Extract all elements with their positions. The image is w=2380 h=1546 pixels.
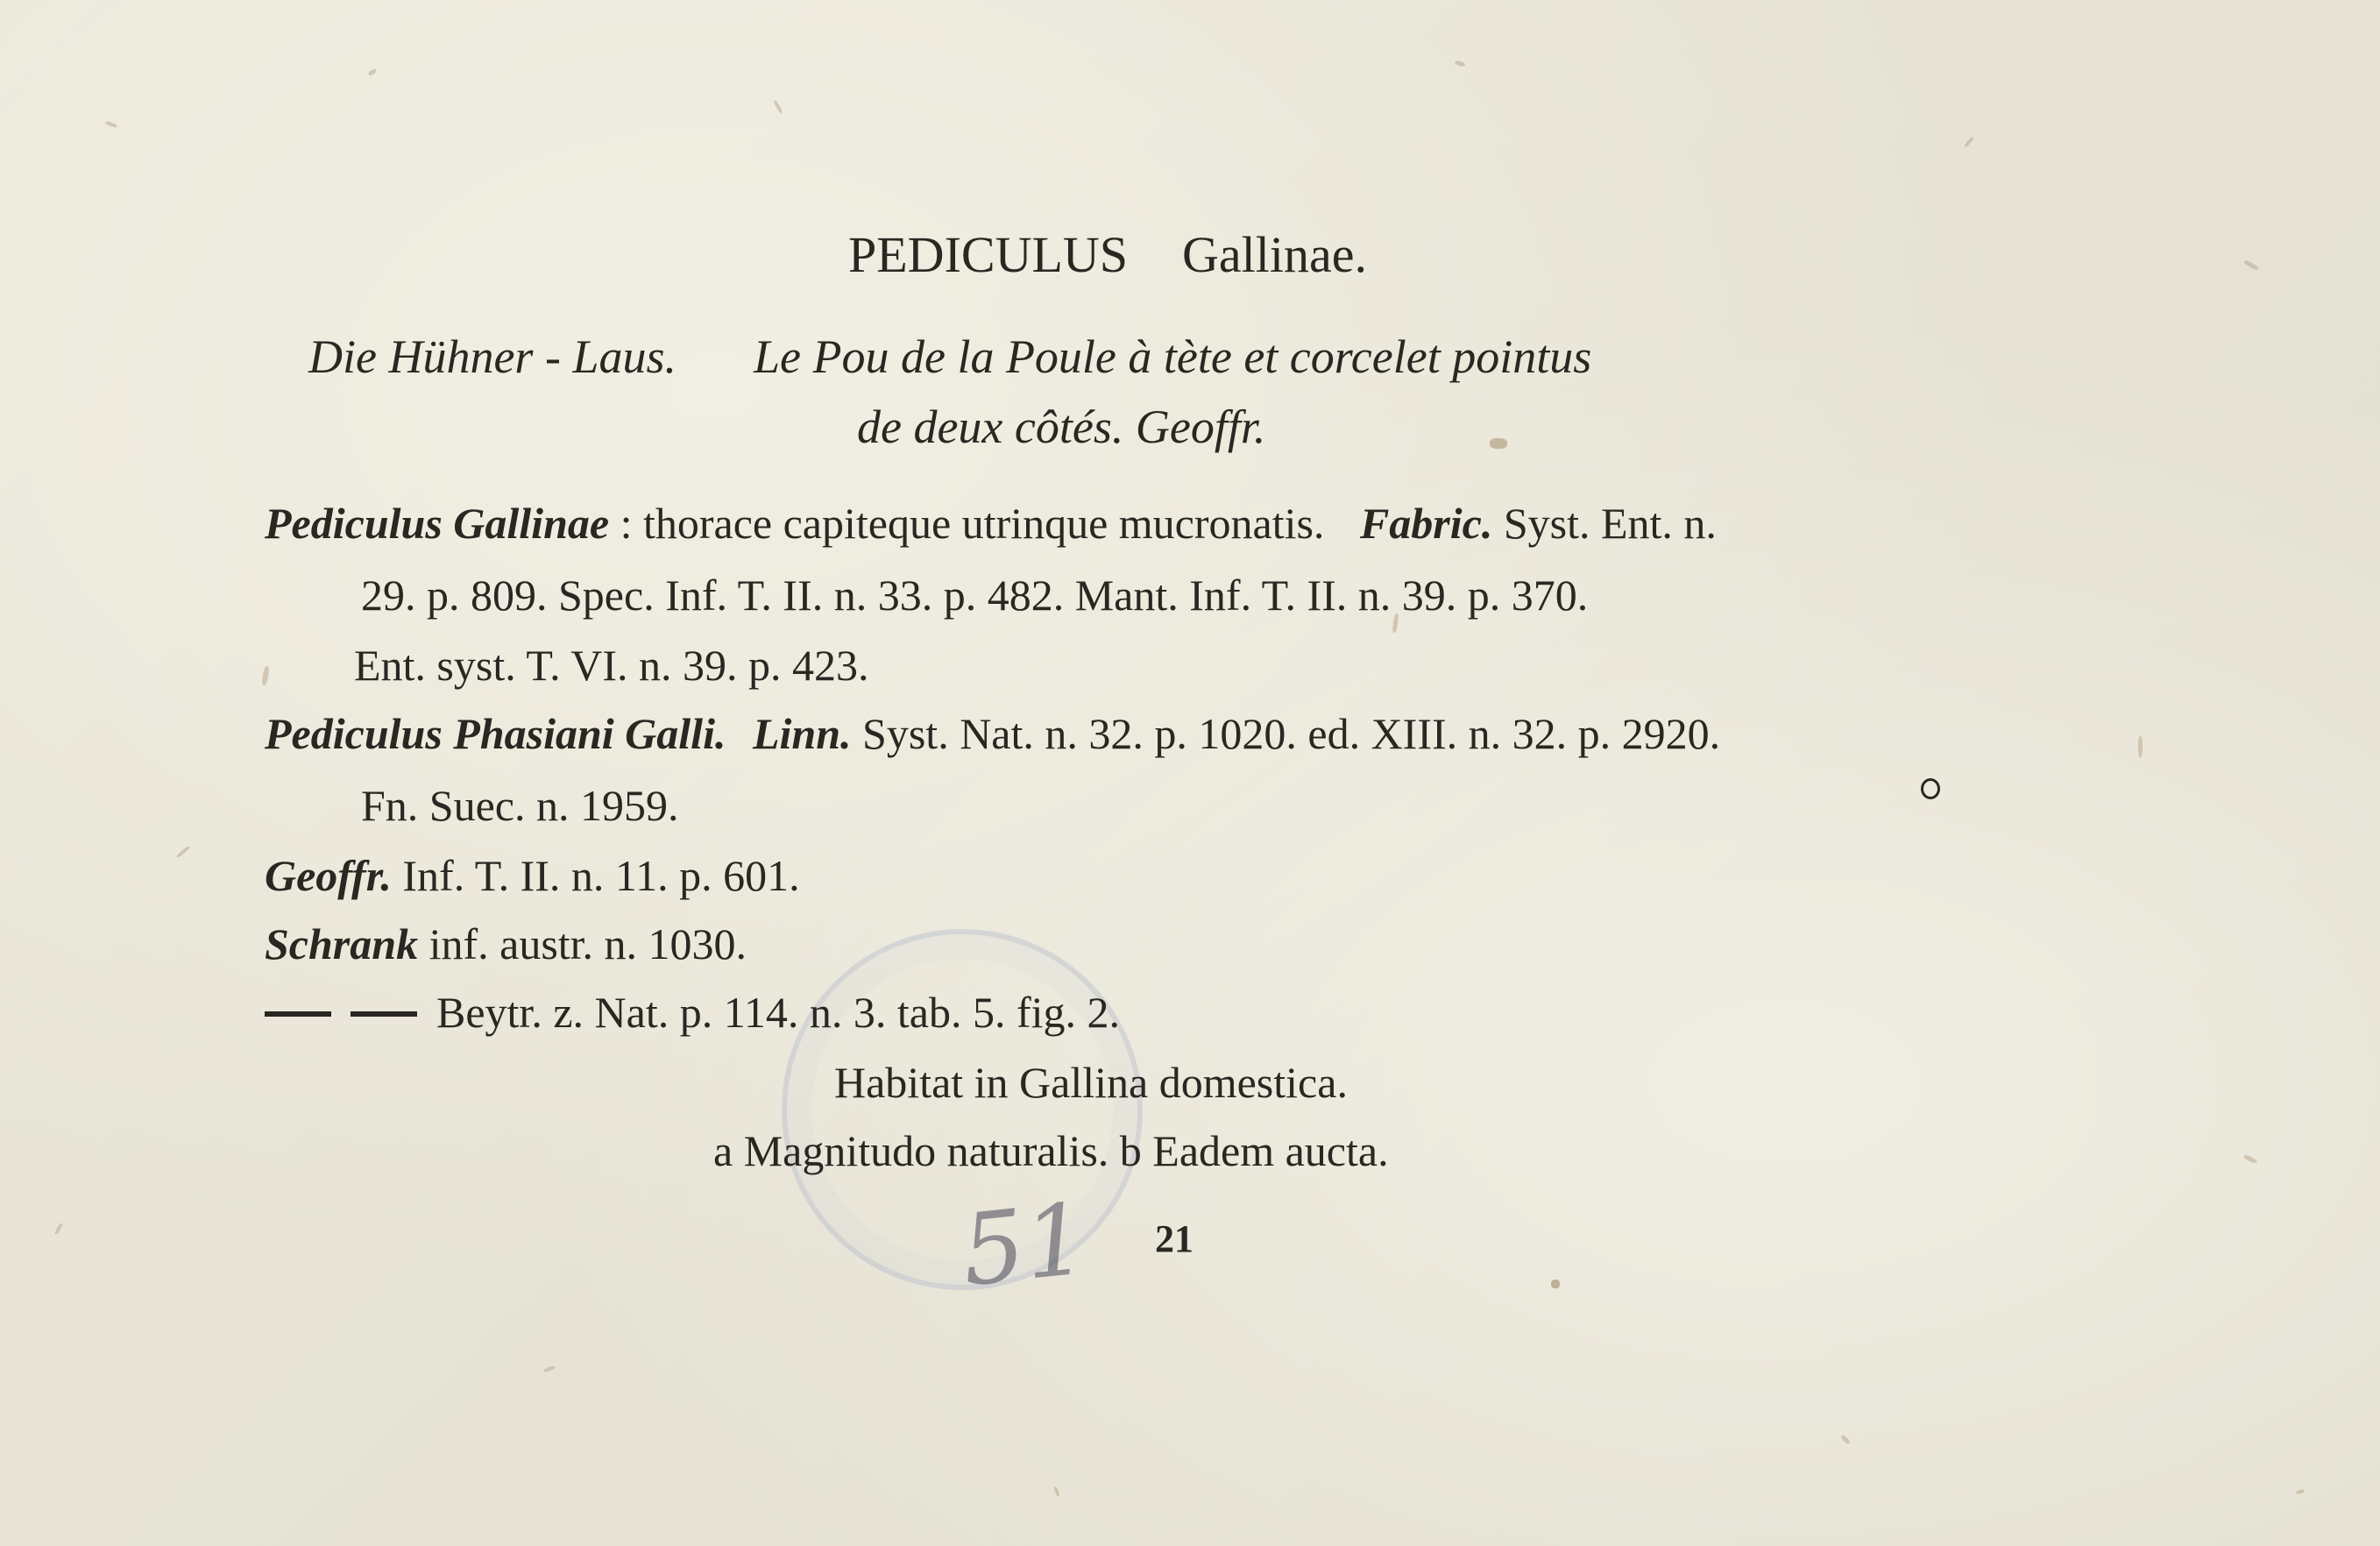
synonym-continuation: [354, 641, 869, 690]
paper-fiber: [1490, 438, 1507, 449]
paper-fiber: [2243, 1154, 2258, 1164]
french-name-line1: Le Pou de la Poule à tète et corcelet pointus: [753, 330, 1592, 383]
paper-fiber: [1551, 1280, 1560, 1288]
paper-fiber: [1840, 1434, 1851, 1444]
synonym-entry: [265, 499, 1717, 548]
synonym-author: Linn.: [752, 709, 852, 758]
paper-fiber: [54, 1223, 63, 1235]
figure-caption: [713, 1126, 1389, 1175]
synonym-lead: Schrank: [265, 919, 419, 968]
title-species: Gallinae.: [1182, 226, 1367, 283]
synonym-lead: Geoffr.: [265, 851, 392, 900]
synonym-text: Ent. syst. T. VI. n. 39. p. 423.: [354, 641, 869, 690]
paper-fiber: [105, 121, 118, 129]
handwritten-number: 51: [956, 1181, 1093, 1309]
synonym-entry: [265, 919, 747, 968]
title-genus: PEDICULUS: [848, 226, 1129, 283]
synonym-text: : thorace capiteque utrinque mucronatis.: [609, 499, 1325, 548]
paper-fiber: [2243, 259, 2259, 271]
paper-fiber: [176, 846, 190, 859]
ditto-dash: [265, 1011, 331, 1017]
paper-fiber: [2296, 1489, 2306, 1494]
page-number: 21: [1155, 1217, 1194, 1260]
synonym-continuation: [361, 781, 679, 830]
paper-fiber: [1964, 136, 1974, 147]
synonym-text: 29. p. 809. Spec. Inf. T. II. n. 33. p. 482. Mant. Inf. T. II. n. 39. p. 370.: [361, 571, 1589, 620]
habitat-note: [834, 1058, 1348, 1107]
synonym-ref: Syst. Ent. n.: [1503, 499, 1717, 548]
ditto-dash: [351, 1011, 417, 1017]
synonym-ref: Inf. T. II. n. 11. p. 601.: [402, 851, 800, 900]
german-name: Die Hühner - Laus.: [308, 330, 676, 383]
paper-fiber: [261, 666, 270, 686]
page-title: [848, 226, 1367, 283]
paper-fiber: [1455, 60, 1466, 67]
paper-fiber: [1053, 1486, 1060, 1498]
paper-fiber: [543, 1365, 556, 1373]
synonym-ref: Syst. Nat. n. 32. p. 1020. ed. XIII. n. 32. p. 2920.: [862, 709, 1721, 758]
synonym-lead: Pediculus Phasiani Galli.: [265, 709, 726, 758]
synonym-text: Fn. Suec. n. 1959.: [361, 781, 679, 830]
vernacular-names-line1: [308, 330, 1592, 383]
degree-mark: [1921, 778, 1940, 799]
synonym-ref: inf. austr. n. 1030.: [429, 919, 747, 968]
synonym-entry: [265, 988, 1120, 1037]
habitat-text: Habitat in Gallina domestica.: [834, 1058, 1348, 1107]
synonym-author: Fabric.: [1359, 499, 1493, 548]
figure-caption-text: a Magnitudo naturalis. b Eadem aucta.: [713, 1126, 1389, 1175]
synonym-entry: [265, 851, 800, 900]
paper-fiber: [2138, 736, 2143, 757]
synonym-entry: [265, 709, 1721, 758]
vernacular-names-line2: [857, 401, 1266, 453]
synonym-continuation: [361, 571, 1589, 620]
synonym-lead: Pediculus Gallinae: [265, 499, 610, 548]
synonym-ref: Beytr. z. Nat. p. 114. n. 3. tab. 5. fig. 2.: [436, 988, 1120, 1037]
paper-fiber: [367, 68, 377, 77]
french-name-line2: de deux côtés. Geoffr.: [857, 401, 1266, 453]
paper-fiber: [773, 100, 783, 114]
